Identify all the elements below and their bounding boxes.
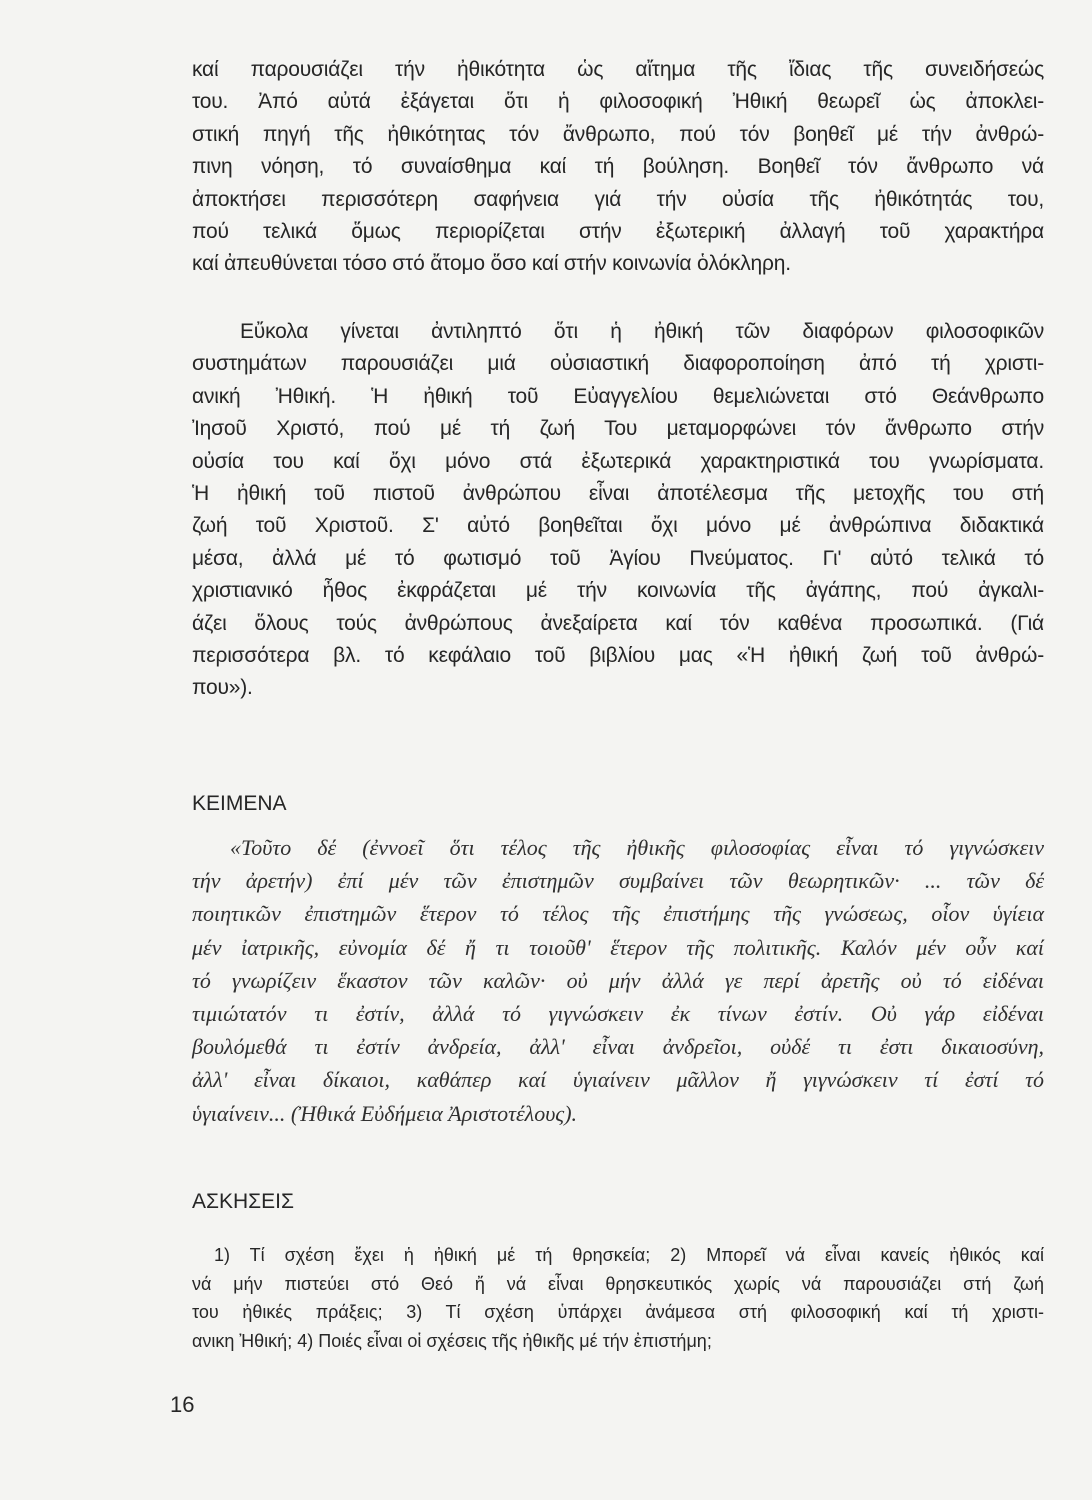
text-line: οὐσία του καί ὄχι μόνο στά ἐξωτερικά χαρακτηριστικά του γνωρίσματα. bbox=[192, 449, 1044, 473]
text-line: μέσα, ἀλλά μέ τό φωτισμό τοῦ Ἁγίου Πνεύματος. Γι' αὐτό τελικά τό bbox=[192, 546, 1044, 570]
text-line: καί παρουσιάζει τήν ἠθικότητα ὡς αἴτημα τῆς ἴδιας τῆς συνειδήσεώς bbox=[192, 58, 1044, 81]
text-line: χριστιανικό ἦθος ἐκφράζεται μέ τήν κοινωνία τῆς ἀγάπης, πού ἀγκαλι- bbox=[192, 579, 1044, 603]
text-line: ὑγιαίνειν... (Ἠθικά Εὐδήμεια Ἀριστοτέλους). bbox=[192, 1100, 578, 1126]
text-line: 1) Τί σχέση ἔχει ἡ ἠθική μέ τή θρησκεία; 2) Μπορεῖ νά εἶναι κανείς ἠθικός καί bbox=[214, 1245, 1044, 1265]
text-line: περισσότερα βλ. τό κεφάλαιο τοῦ βιβλίου μας «Ἡ ἠθική ζωή τοῦ ἀνθρώ- bbox=[192, 644, 1044, 667]
text-line: Ἡ ἠθική τοῦ πιστοῦ ἀνθρώπου εἶναι ἀποτέλεσμα τῆς μετοχῆς του στή bbox=[192, 482, 1044, 505]
text-line: ανικη Ἠθική; 4) Ποιές εἶναι οἱ σχέσεις τῆς ἠθικῆς μέ τήν ἐπιστήμη; bbox=[192, 1330, 712, 1351]
text-line: τό γνωρίζειν ἕκαστον τῶν καλῶν· οὐ μήν ἀλλά γε περί ἀρετῆς οὐ τό εἰδέναι bbox=[192, 967, 1044, 993]
text-line: «Τοῦτο δέ (ἐννοεῖ ὅτι τέλος τῆς ἠθικῆς φιλοσοφίας εἶναι τό γιγνώσκειν bbox=[230, 835, 1044, 860]
text-line: μέν ἰατρικῆς, εὐνομία δέ ἤ τι τοιοῦθ' ἕτερον τῆς πολιτικῆς. Καλόν μέν οὖν καί bbox=[192, 934, 1044, 960]
text-line: ποιητικῶν ἐπιστημῶν ἕτερον τό τέλος τῆς ἐπιστήμης τῆς γνώσεως, οἷον ὑγίεια bbox=[192, 901, 1044, 927]
text-line: πού τελικά ὅμως περιορίζεται στήν ἐξωτερική ἀλλαγή τοῦ χαρακτήρα bbox=[192, 220, 1044, 243]
text-line: καί ἀπευθύνεται τόσο στό ἄτομο ὅσο καί στήν κοινωνία ὁλόκληρη. bbox=[192, 252, 791, 276]
text-line: ἀποκτήσει περισσότερη σαφήνεια γιά τήν οὐσία τῆς ἠθικότητάς του, bbox=[192, 187, 1044, 211]
text-line: ανική Ἠθική. Ἡ ἠθική τοῦ Εὐαγγελίου θεμελιώνεται στό Θεάνθρωπο bbox=[192, 384, 1044, 408]
text-line: συστημάτων παρουσιάζει μιά οὐσιαστική διαφοροποίηση ἀπό τή χριστι- bbox=[192, 352, 1044, 376]
text-line: πινη νόηση, τό συναίσθημα καί τή βούληση. Βοηθεῖ τόν ἄνθρωπο νά bbox=[192, 155, 1044, 179]
text-line: του ἠθικές πράξεις; 3) Τί σχέση ὑπάρχει ἀνάμεσα στή φιλοσοφική καί τή χριστι- bbox=[192, 1302, 1044, 1322]
text-line: τιμιώτατόν τι ἐστίν, ἀλλά τό γιγνώσκειν ἐκ τίνων ἐστίν. Οὐ γάρ εἰδέναι bbox=[192, 1001, 1044, 1026]
text-line: του. Ἀπό αὐτά ἐξάγεται ὅτι ἡ φιλοσοφική Ἠθική θεωρεῖ ὡς ἀποκλει- bbox=[192, 90, 1044, 114]
text-line: που»). bbox=[192, 676, 253, 700]
text-line: νά μήν πιστεύει στό Θεό ἤ νά εἶναι θρησκευτικός χωρίς νά παρουσιάζει στή ζωή bbox=[192, 1273, 1044, 1294]
exercises-heading: ΑΣΚΗΣΕΙΣ bbox=[192, 1190, 294, 1213]
text-line: βουλόμεθά τι ἐστίν ἀνδρεία, ἀλλ' εἶναι ἀνδρεῖοι, οὐδέ τι ἐστι δικαιοσύνη, bbox=[192, 1034, 1044, 1060]
page-number: 16 bbox=[170, 1392, 195, 1417]
text-line: ζωή τοῦ Χριστοῦ. Σ' αὐτό βοηθεῖται ὄχι μόνο μέ ἀνθρώπινα διδακτικά bbox=[192, 514, 1044, 538]
texts-heading: ΚΕΙΜΕΝΑ bbox=[192, 792, 287, 815]
text-line: άζει ὅλους τούς ἀνθρώπους ἀνεξαίρετα καί τόν καθένα προσωπικά. (Γιά bbox=[192, 611, 1044, 635]
text-line: στική πηγή τῆς ἠθικότητας τόν ἄνθρωπο, πού τόν βοηθεῖ μέ τήν ἀνθρώ- bbox=[192, 122, 1044, 146]
text-line: τήν ἀρετήν) ἐπί μέν τῶν ἐπιστημῶν συμβαίνει τῶν θεωρητικῶν· ... τῶν δέ bbox=[192, 868, 1044, 894]
text-line: Ἰησοῦ Χριστό, πού μέ τή ζωή Του μεταμορφώνει τόν ἄνθρωπο στήν bbox=[192, 417, 1044, 441]
text-line: Εὔκολα γίνεται ἀντιληπτό ὅτι ἡ ἠθική τῶν διαφόρων φιλοσοφικῶν bbox=[240, 320, 1044, 343]
text-line: ἀλλ' εἶναι δίκαιοι, καθάπερ καί ὑγιαίνειν μᾶλλον ἤ γιγνώσκειν τί ἐστί τό bbox=[192, 1067, 1044, 1093]
